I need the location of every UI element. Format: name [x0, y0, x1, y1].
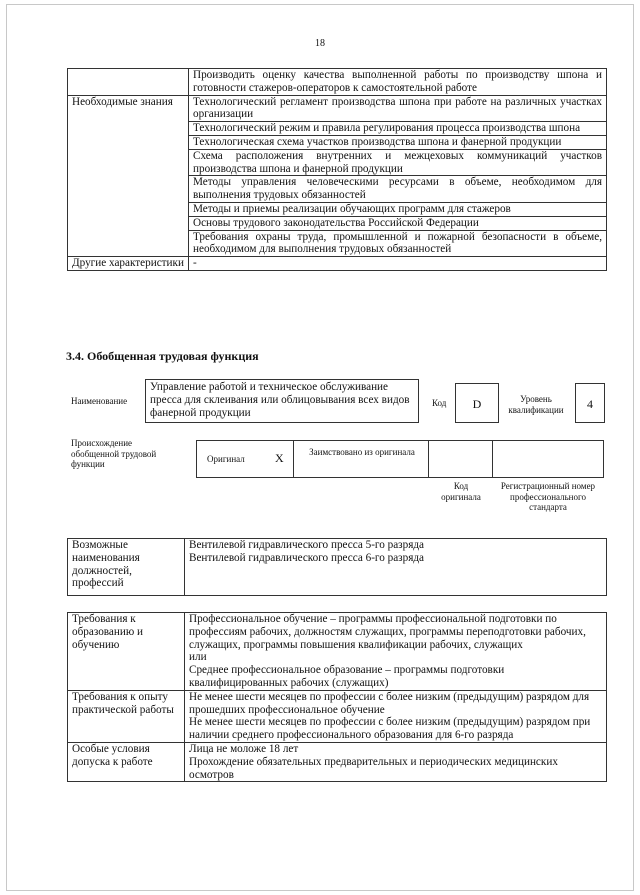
table-row — [68, 69, 607, 96]
row-label: Другие характеристики — [68, 257, 189, 271]
positions-table — [67, 538, 607, 596]
positions-label: Возможные наименования должностей, профессий — [68, 539, 185, 596]
list-item: Среднее профессиональное образование – программы подготовки квалифицированных рабочих (служащих) — [189, 664, 505, 689]
original-cell — [196, 440, 294, 478]
list-item: Не менее шести месяцев по профессии с более низким (предыдущим) разрядом при наличии среднего профессионального образования для 6-го разряда — [189, 716, 591, 742]
name-label: Наименование — [71, 396, 128, 406]
requirement-label: Требования к образованию и обучению — [68, 613, 185, 691]
list-item: Профессиональное обучение – программы профессиональной подготовки по профессиям рабочих, должностям служащих, программы переподготовки рабочих, служащих, программы повышения квалификации рабочих, служащих — [189, 613, 586, 651]
row-label: Необходимые знания — [68, 95, 189, 257]
page-number: 18 — [315, 38, 325, 49]
row-value: Технологический регламент производства шпона при работе на различных участках организации — [189, 95, 607, 122]
list-item: Вентилевой гидравлического пресса 5-го разряда — [189, 539, 425, 551]
list-item: Вентилевой гидравлического пресса 6-го разряда — [189, 551, 425, 564]
table-row — [68, 690, 607, 742]
knowledge-table — [67, 68, 607, 271]
table-row — [68, 257, 607, 271]
row-value: Методы и приемы реализации обучающих программ для стажеров — [189, 202, 607, 216]
table-row — [68, 613, 607, 691]
list-item: или — [189, 651, 207, 664]
requirements-table — [67, 612, 607, 782]
list-item: Лица не моложе 18 лет — [189, 742, 299, 755]
borrowed-label: Заимствовано из оригинала — [309, 447, 415, 457]
origin-label: Происхождение обобщенной трудовой функции — [71, 438, 157, 469]
requirement-value — [185, 742, 607, 781]
row-value: Технологический режим и правила регулирования процесса производства шпона — [189, 122, 607, 136]
reg-caption: Регистрационный номер профессионального стандарта — [500, 481, 596, 512]
original-code-cell — [428, 440, 493, 478]
row-value: Требования охраны труда, промышленной и пожарной безопасности в объеме, необходимом для выполнения трудовых обязанностей — [189, 230, 607, 257]
row-value: - — [189, 257, 607, 271]
reg-number-cell — [492, 440, 604, 478]
requirement-value — [185, 690, 607, 742]
row-value: Методы управления человеческими ресурсами в объеме, необходимом для выполнения трудовых обязанностей — [189, 176, 607, 203]
table-row — [68, 95, 607, 122]
level-value: 4 — [575, 383, 605, 423]
level-label: Уровень квалификации — [508, 394, 564, 415]
original-label: Оригинал — [207, 454, 245, 464]
row-value: Основы трудового законодательства Российской Федерации — [189, 216, 607, 230]
function-name: Управление работой и техническое обслуживание пресса для склеивания или облицовывания всех видов фанерной продукции — [145, 379, 419, 423]
code-label: Код — [432, 398, 447, 408]
borrowed-cell — [293, 440, 429, 478]
table-row — [68, 742, 607, 781]
requirement-value — [185, 613, 607, 691]
positions-value — [185, 539, 607, 596]
original-mark: X — [275, 451, 284, 465]
table-row — [68, 539, 607, 596]
row-value: Технологическая схема участков производства шпона и фанерной продукции — [189, 135, 607, 149]
list-item: Не менее шести месяцев по профессии с более низким (предыдущим) разрядом для прошедших профессиональное обучение — [189, 690, 590, 716]
row-value: Схема расположения внутренних и межцеховых коммуникаций участков производства шпона и фанерной продукции — [189, 149, 607, 176]
row-label — [68, 69, 189, 96]
requirement-label: Требования к опыту практической работы — [68, 690, 185, 742]
requirement-label: Особые условия допуска к работе — [68, 742, 185, 781]
function-code: D — [455, 383, 499, 423]
row-value: Производить оценку качества выполненной работы по производству шпона и готовности стажеров-операторов к самостоятельной работе — [189, 69, 607, 96]
code-caption: Код оригинала — [441, 481, 481, 502]
section-title: 3.4. Обобщенная трудовая функция — [66, 349, 259, 363]
list-item: Прохождение обязательных предварительных и периодических медицинских осмотров — [189, 755, 558, 781]
